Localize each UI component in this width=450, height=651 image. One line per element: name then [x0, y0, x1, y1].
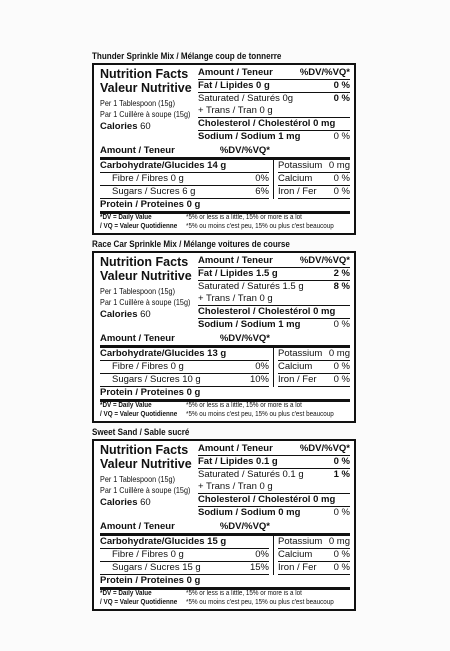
calcium-label: Calcium: [278, 361, 313, 372]
iron-label: Iron / Fer: [278, 562, 317, 573]
carbohydrate-label: Carbohydrate/Glucides 14 g: [100, 160, 227, 171]
sodium-label: Sodium / Sodium 0 mg: [198, 507, 301, 518]
calcium-value: 0 %: [333, 361, 350, 372]
serving-en: Per 1 Tablespoon (15g): [100, 474, 175, 484]
fat-pct: 0 %: [333, 456, 350, 467]
calories: Calories 60: [100, 121, 151, 132]
serving-fr: Par 1 Cuillère à soupe (15g): [100, 109, 191, 119]
nutrition-panel: [92, 63, 356, 235]
nutrition-panel: [92, 439, 356, 611]
footnote: *DV = Daily Value / VQ = Valeur Quotidienne *5% or less is a little, 15% or more is a lot *5% ou moins c'est peu, 15% ou plus c'est beaucoup: [100, 214, 334, 230]
fibre-label: Fibre / Fibres 0 g: [112, 361, 184, 372]
cholesterol-label: Cholesterol / Cholestérol 0 mg: [198, 118, 336, 129]
sugars-pct: 10%: [249, 374, 269, 385]
saturated-pct: 1 %: [333, 469, 350, 480]
dv-header: %DV/%VQ*: [299, 67, 350, 78]
serving-fr: Par 1 Cuillère à soupe (15g): [100, 297, 191, 307]
potassium-value: 0 mg: [328, 536, 350, 547]
potassium-label: Potassium: [278, 160, 323, 171]
title-en: Nutrition Facts: [100, 443, 189, 457]
footnote: *DV = Daily Value / VQ = Valeur Quotidienne *5% or less is a little, 15% or more is a lot *5% ou moins c'est peu, 15% ou plus c'est beaucoup: [100, 590, 334, 606]
sodium-label: Sodium / Sodium 1 mg: [198, 131, 301, 142]
amount-header-2: Amount / Teneur: [100, 521, 175, 532]
dv-header: %DV/%VQ*: [299, 255, 350, 266]
saturated-pct: 0 %: [333, 93, 350, 104]
product-name: Thunder Sprinkle Mix / Mélange coup de tonnerre: [92, 51, 282, 62]
iron-value: 0 %: [333, 562, 350, 573]
sugars-label: Sugars / Sucres 6 g: [112, 186, 196, 197]
calories: Calories 60: [100, 309, 151, 320]
iron-value: 0 %: [333, 186, 350, 197]
amount-header: Amount / Teneur: [198, 255, 273, 266]
nutrition-panel: [92, 251, 356, 423]
iron-label: Iron / Fer: [278, 186, 317, 197]
sodium-label: Sodium / Sodium 1 mg: [198, 319, 301, 330]
product-section: [92, 426, 356, 611]
fat-label: Fat / Lipides 1.5 g: [198, 268, 278, 279]
fat-block: [198, 443, 350, 519]
trans-label: + Trans / Tran 0 g: [198, 481, 273, 492]
sugars-pct: 6%: [255, 186, 269, 197]
saturated-label: Saturated / Saturés 0g: [198, 93, 294, 104]
dv-header: %DV/%VQ*: [299, 443, 350, 454]
title-fr: Valeur Nutritive: [100, 457, 192, 471]
potassium-label: Potassium: [278, 536, 323, 547]
product-name: Sweet Sand / Sable sucré: [92, 427, 190, 438]
carbohydrate-label: Carbohydrate/Glucides 13 g: [100, 348, 227, 359]
sodium-pct: 0 %: [333, 131, 350, 142]
sugars-label: Sugars / Sucres 15 g: [112, 562, 201, 573]
fibre-label: Fibre / Fibres 0 g: [112, 549, 184, 560]
calcium-label: Calcium: [278, 173, 313, 184]
iron-value: 0 %: [333, 374, 350, 385]
product-section: [92, 50, 356, 235]
amount-header: Amount / Teneur: [198, 67, 273, 78]
saturated-label: Saturated / Saturés 0.1 g: [198, 469, 304, 480]
panel-title-block: [100, 67, 198, 143]
calories: Calories 60: [100, 497, 151, 508]
cholesterol-label: Cholesterol / Cholestérol 0 mg: [198, 306, 336, 317]
dv-header-2: %DV/%VQ*: [219, 521, 270, 532]
protein-label: Protein / Proteines 0 g: [100, 575, 201, 586]
fibre-pct: 0%: [255, 173, 269, 184]
trans-label: + Trans / Tran 0 g: [198, 293, 273, 304]
sodium-pct: 0 %: [333, 507, 350, 518]
panel-title-block: [100, 443, 198, 519]
saturated-pct: 8 %: [333, 281, 350, 292]
potassium-value: 0 mg: [328, 160, 350, 171]
amount-header: Amount / Teneur: [198, 443, 273, 454]
calcium-value: 0 %: [333, 173, 350, 184]
sugars-label: Sugars / Sucres 10 g: [112, 374, 201, 385]
cholesterol-label: Cholesterol / Cholestérol 0 mg: [198, 494, 336, 505]
sugars-pct: 15%: [249, 562, 269, 573]
protein-label: Protein / Proteines 0 g: [100, 387, 201, 398]
fat-block: [198, 255, 350, 331]
serving-en: Per 1 Tablespoon (15g): [100, 98, 175, 108]
potassium-label: Potassium: [278, 348, 323, 359]
title-fr: Valeur Nutritive: [100, 81, 192, 95]
dv-header-2: %DV/%VQ*: [219, 333, 270, 344]
carbohydrate-label: Carbohydrate/Glucides 15 g: [100, 536, 227, 547]
product-name: Race Car Sprinkle Mix / Mélange voitures de course: [92, 239, 290, 250]
iron-label: Iron / Fer: [278, 374, 317, 385]
fibre-label: Fibre / Fibres 0 g: [112, 173, 184, 184]
fat-label: Fat / Lipides 0 g: [198, 80, 270, 91]
calcium-value: 0 %: [333, 549, 350, 560]
sodium-pct: 0 %: [333, 319, 350, 330]
dv-header-2: %DV/%VQ*: [219, 145, 270, 156]
saturated-label: Saturated / Saturés 1.5 g: [198, 281, 304, 292]
fat-pct: 2 %: [333, 268, 350, 279]
amount-header-2: Amount / Teneur: [100, 333, 175, 344]
fat-pct: 0 %: [333, 80, 350, 91]
title-fr: Valeur Nutritive: [100, 269, 192, 283]
amount-header-2: Amount / Teneur: [100, 145, 175, 156]
calcium-label: Calcium: [278, 549, 313, 560]
fat-label: Fat / Lipides 0.1 g: [198, 456, 278, 467]
product-section: [92, 238, 356, 423]
potassium-value: 0 mg: [328, 348, 350, 359]
title-en: Nutrition Facts: [100, 67, 189, 81]
fibre-pct: 0%: [255, 549, 269, 560]
panel-title-block: [100, 255, 198, 331]
serving-en: Per 1 Tablespoon (15g): [100, 286, 175, 296]
serving-fr: Par 1 Cuillère à soupe (15g): [100, 485, 191, 495]
fibre-pct: 0%: [255, 361, 269, 372]
footnote: *DV = Daily Value / VQ = Valeur Quotidienne *5% or less is a little, 15% or more is a lot *5% ou moins c'est peu, 15% ou plus c'est beaucoup: [100, 402, 334, 418]
fat-block: [198, 67, 350, 143]
title-en: Nutrition Facts: [100, 255, 189, 269]
protein-label: Protein / Proteines 0 g: [100, 199, 201, 210]
trans-label: + Trans / Tran 0 g: [198, 105, 273, 116]
nutrition-sheet: [92, 50, 356, 614]
